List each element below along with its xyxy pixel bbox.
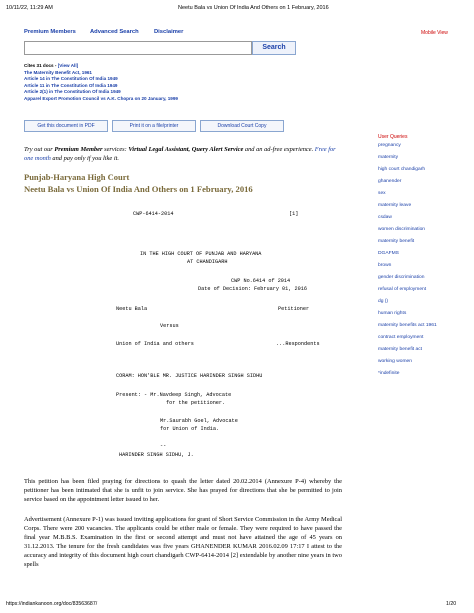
get-pdf-button[interactable]: Get this document in PDF [24,120,108,132]
petitioner-role: Petitioner [278,306,310,312]
cited-doc-link[interactable]: Article 14 in The Constitution Of India 1949 [24,76,118,82]
user-query-link[interactable]: human rights [378,311,407,316]
cwp-number: CWP No.6414 of 2014 [231,278,291,284]
user-query-link[interactable]: gender discrimination [378,275,425,280]
coram: CORAM: HON'BLE MR. JUSTICE HARINDER SINGH SIDHU [116,373,263,379]
promo-services: Virtual Legal Assistant, Query Alert Service [128,146,244,153]
user-query-link[interactable]: high court chandigarh [378,167,426,172]
search-input[interactable] [24,41,252,55]
user-query-link[interactable]: pregnancy [378,143,401,148]
nav-advanced-search[interactable]: Advanced Search [90,29,139,35]
court-heading-line2: AT CHANDIGARH [187,259,228,265]
cwp-number-top: CWP-6414-2014 [133,211,174,217]
paragraph-2: Advertisement (Annexure P-1) was issued inviting applications for grant of Short Service Commission in the Army Medical Corps. There were 200 vacancies. The applicants could be either male or female. They were required to have passed the final year M.B.B.S. Examination in the first or second attempt and must not have attained the age of 45 years on 31.12.2013. The tenure for the fresh candidates was five years GHANENDER KUMAR 2016.02.09 17:17 I attest to the accuracy and integrity of this document high court chandigarh CWP-6414-2014 [2] extendable by another nine years in two spells [24,516,342,568]
promo-tail: and pay only if you like it. [50,155,119,162]
user-query-link[interactable]: maternity benefit [378,239,415,244]
search-button[interactable]: Search [252,41,296,55]
page-marker: [1] [289,211,299,217]
user-query-link[interactable]: *indefinite [378,371,400,376]
download-court-copy-button[interactable]: Download Court Copy [200,120,284,132]
free-trial-link[interactable]: Free for one month [24,146,336,162]
user-query-link[interactable]: maternity benefits act 1961 [378,323,437,328]
promo-premium: Premium Member [54,146,103,153]
document-title: Neetu Bala vs Union Of India And Others on 1 February, 2016 [24,184,253,194]
promo-mid: and an ad-free experience. [243,146,315,153]
date-of-decision: Date of Decision: February 01, 2016 [198,286,307,292]
paragraph-1: This petition has been filed praying for directions to quash the letter dated 20.02.2014 (Annexure P-4) whereby the petitioner has been intimated that she is unfit to join service. She has prayed for directions that she be permitted to join service based on the appointment letter issued to her. [24,478,342,503]
user-query-link[interactable]: ghanender [378,179,402,184]
user-query-link[interactable]: sex [378,191,386,196]
sidebar-heading: User Queries [378,134,408,140]
judge-signature: HARINDER SINGH SIDHU, J. [119,452,194,458]
present-line1: Present: - Mr.Navdeep Singh, Advocate [116,392,232,398]
user-query-link[interactable]: brown [378,263,392,268]
separator-dashes: -- [160,443,167,449]
print-button[interactable]: Print it on a file/printer [112,120,196,132]
cites-view-all-link[interactable]: [View All] [57,63,79,68]
court-heading-line1: IN THE HIGH COURT OF PUNJAB AND HARYANA [140,251,262,257]
versus: Versus [160,323,179,329]
user-query-link[interactable]: DGAFMS [378,251,399,256]
cited-doc-link[interactable]: Article 11 in The Constitution Of India 1949 [24,82,118,88]
footer-page-number: 1/20 [446,601,457,607]
footer-url: https://indiankanoon.org/doc/83563687/ [6,601,98,607]
cited-doc-link[interactable]: Apparel Export Promotion Council vs A.K. Chopra on 20 January, 1999 [24,95,178,101]
nav-disclaimer[interactable]: Disclaimer [154,29,184,35]
print-datetime: 10/11/22, 11:29 AM [6,5,53,11]
respondents-role: ...Respondents [276,341,320,347]
cites-label: Cites 31 docs - [24,63,58,68]
cites-list [24,63,178,103]
promo-text [24,145,341,163]
user-query-link[interactable]: women discrimination [378,227,426,232]
user-query-link[interactable]: maternity leave [378,203,412,208]
user-query-link[interactable]: maternity benefit act [378,347,423,352]
cited-doc-link[interactable]: Article 2(1) in The Constitution Of India 1949 [24,89,121,95]
user-query-link[interactable]: maternity [378,155,399,160]
petitioner-name: Neetu Bala [116,306,148,312]
promo-services-lead: services: [102,146,129,153]
cited-doc-link[interactable]: The Maternity Benefit Act, 1961 [24,69,92,75]
user-query-link[interactable]: refusal of employment [378,287,427,292]
mobile-view-link[interactable]: Mobile View [421,30,448,36]
present-line3: Mr.Saurabh Goel, Advocate [160,418,238,424]
present-line2: for the petitioner. [166,400,226,406]
nav-premium-members[interactable]: Premium Members [24,29,76,35]
present-line4: for Union of India. [160,426,220,432]
user-query-link[interactable]: working women [378,359,412,364]
print-doc-title: Neetu Bala vs Union Of India And Others on 1 February, 2016 [178,5,329,11]
promo-lead: Try out our [24,146,55,153]
user-query-link[interactable]: contract employment [378,335,424,340]
user-query-link[interactable]: csdaw [378,215,392,220]
user-query-link[interactable]: dg () [378,299,389,304]
respondents-name: Union of India and others [116,341,194,347]
court-name: Punjab-Haryana High Court [24,172,130,182]
